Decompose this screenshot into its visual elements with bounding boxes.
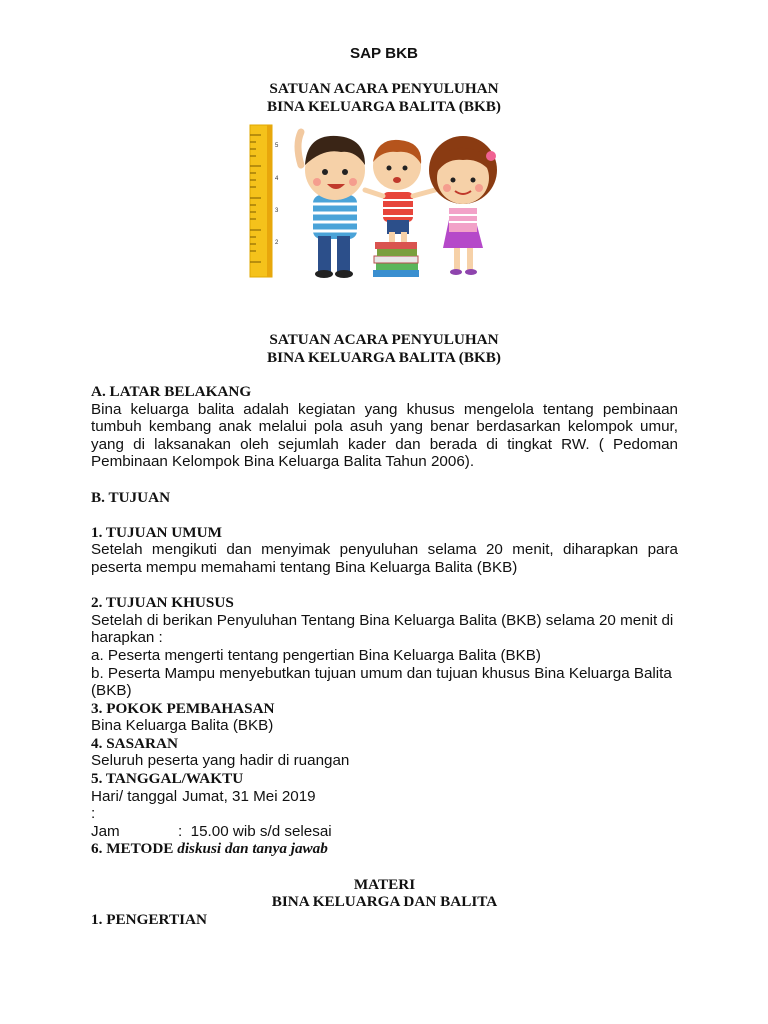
header-line-2: BINA KELUARGA BALITA (BKB) [267, 98, 501, 115]
materi-title: MATERI [353, 875, 416, 893]
section-a-heading: A. LATAR BELAKANG [91, 383, 252, 400]
boy-left-figure [298, 132, 365, 278]
ruler-mark: 2 [275, 240, 279, 246]
tujuan-khusus-item-a: a. Peserta mengerti tentang pengertian Bina Keluarga Balita (BKB) [91, 646, 541, 664]
tujuan-khusus-text: Setelah di berikan Penyuluhan Tentang Bina Keluarga Balita (BKB) selama 20 menit di harapkan : [91, 611, 674, 647]
document-body [91, 383, 678, 928]
section-a-text: Bina keluarga balita adalah kegiatan yang khusus mengelola tentang pembinaan tumbuh kembang anak melalui pola asuh yang benar berdasarkan kelompok umur, yang di laksanakan oleh sejumlah kader dan berada di tingkat RW. ( Pedoman Pembinaan Kelompok Bina Keluarga Balita Tahun 2006). [91, 400, 678, 471]
header-block-2 [0, 331, 768, 367]
document-title: SAP BKB [349, 45, 419, 62]
sasaran-text: Seluruh peserta yang hadir di ruangan [91, 752, 350, 770]
ruler-mark: 4 [275, 176, 279, 182]
materi-subtitle: BINA KELUARGA DAN BALITA [271, 893, 498, 911]
time-value: : 15.00 wib s/d selesai [178, 822, 332, 840]
section-b-heading: B. TUJUAN [91, 488, 171, 506]
pokok-pembahasan-heading: 3. POKOK PEMBAHASAN [91, 699, 275, 717]
tanggal-waktu-heading: 5. TANGGAL/WAKTU [91, 770, 244, 788]
book-stack [373, 242, 419, 277]
tujuan-umum-heading: 1. TUJUAN UMUM [91, 523, 222, 541]
header2-line-2: BINA KELUARGA BALITA (BKB) [267, 349, 501, 366]
pokok-pembahasan-text: Bina Keluarga Balita (BKB) [91, 717, 274, 735]
metode-heading: 6. METODE [91, 840, 174, 858]
header2-line-1: SATUAN ACARA PENYULUHAN [269, 331, 499, 348]
date-row [91, 788, 678, 823]
ruler-mark: 3 [275, 208, 279, 214]
date-label: Hari/ tanggal : [91, 787, 178, 823]
ruler-mark: 5 [275, 143, 279, 149]
header-block [0, 80, 768, 116]
sasaran-heading: 4. SASARAN [91, 734, 178, 752]
metode-line [91, 840, 678, 858]
pengertian-heading: 1. PENGERTIAN [91, 910, 207, 928]
metode-text: diskusi dan tanya jawab [173, 840, 328, 858]
tujuan-khusus-heading: 2. TUJUAN KHUSUS [91, 594, 234, 612]
boy-middle-figure [365, 140, 435, 242]
tujuan-khusus-item-b: b. Peserta Mampu menyebutkan tujuan umum dan tujuan khusus Bina Keluarga Balita (BKB) [91, 664, 672, 700]
time-row [91, 823, 678, 841]
girl-figure [429, 136, 497, 275]
header-line-1: SATUAN ACARA PENYULUHAN [269, 80, 499, 97]
date-value: Jumat, 31 Mei 2019 [178, 787, 316, 805]
tujuan-umum-text: Setelah mengikuti dan menyimak penyuluhan selama 20 menit, diharapkan para peserta mempu memahami tentang Bina Keluarga Balita (BKB) [91, 541, 678, 576]
time-label: Jam [91, 822, 120, 840]
children-measuring-height-illustration [245, 120, 515, 285]
